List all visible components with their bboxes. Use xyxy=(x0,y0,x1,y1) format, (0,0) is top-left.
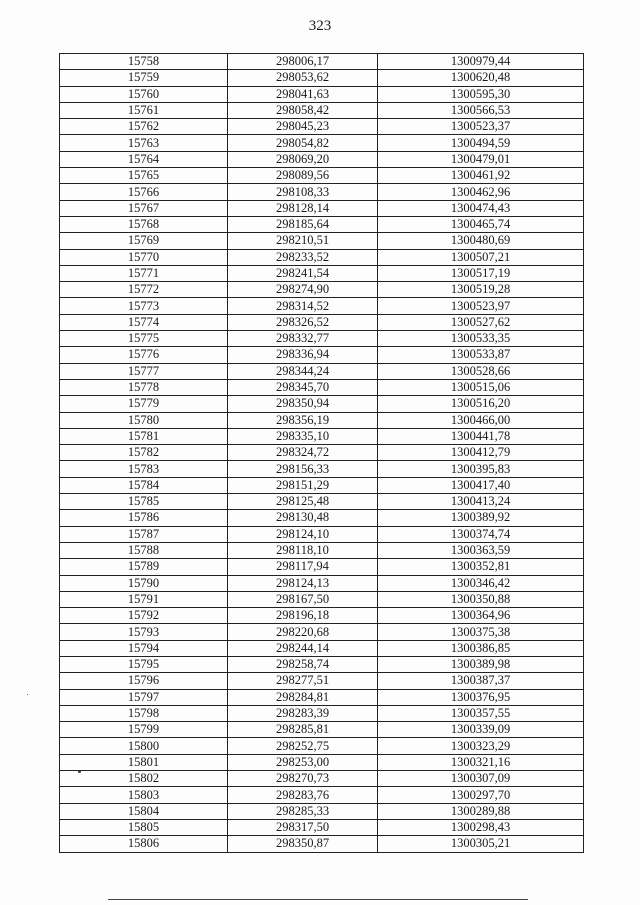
x-coordinate-cell: 298283,39 xyxy=(228,705,378,721)
table-row xyxy=(60,70,584,86)
point-number-cell: 15779 xyxy=(60,396,228,412)
point-number-cell: 15771 xyxy=(60,265,228,281)
table-row xyxy=(60,477,584,493)
x-coordinate-cell: 298108,33 xyxy=(228,184,378,200)
y-coordinate-cell: 1300386,85 xyxy=(378,640,584,656)
y-coordinate-cell: 1300533,87 xyxy=(378,347,584,363)
table-row xyxy=(60,233,584,249)
y-coordinate-cell: 1300494,59 xyxy=(378,135,584,151)
x-coordinate-cell: 298252,75 xyxy=(228,738,378,754)
point-number-cell: 15765 xyxy=(60,168,228,184)
table-row xyxy=(60,787,584,803)
x-coordinate-cell: 298314,52 xyxy=(228,298,378,314)
table-row xyxy=(60,542,584,558)
table-row xyxy=(60,54,584,70)
table-row xyxy=(60,494,584,510)
table-row xyxy=(60,428,584,444)
y-coordinate-cell: 1300321,16 xyxy=(378,754,584,770)
table-row xyxy=(60,559,584,575)
x-coordinate-cell: 298117,94 xyxy=(228,559,378,575)
table-row xyxy=(60,575,584,591)
table-row xyxy=(60,249,584,265)
table-row xyxy=(60,119,584,135)
point-number-cell: 15798 xyxy=(60,705,228,721)
x-coordinate-cell: 298220,68 xyxy=(228,624,378,640)
table-row xyxy=(60,722,584,738)
coordinates-table-body xyxy=(60,54,584,853)
table-row xyxy=(60,803,584,819)
scan-speck xyxy=(27,694,28,695)
point-number-cell: 15783 xyxy=(60,461,228,477)
table-row xyxy=(60,819,584,835)
point-number-cell: 15797 xyxy=(60,689,228,705)
point-number-cell: 15791 xyxy=(60,591,228,607)
x-coordinate-cell: 298124,10 xyxy=(228,526,378,542)
y-coordinate-cell: 1300307,09 xyxy=(378,771,584,787)
x-coordinate-cell: 298356,19 xyxy=(228,412,378,428)
table-row xyxy=(60,445,584,461)
x-coordinate-cell: 298336,94 xyxy=(228,347,378,363)
table-row xyxy=(60,86,584,102)
x-coordinate-cell: 298156,33 xyxy=(228,461,378,477)
table-row xyxy=(60,754,584,770)
x-coordinate-cell: 298285,81 xyxy=(228,722,378,738)
point-number-cell: 15795 xyxy=(60,656,228,672)
point-number-cell: 15767 xyxy=(60,200,228,216)
y-coordinate-cell: 1300374,74 xyxy=(378,526,584,542)
table-row xyxy=(60,510,584,526)
x-coordinate-cell: 298058,42 xyxy=(228,102,378,118)
table-row xyxy=(60,200,584,216)
table-row xyxy=(60,608,584,624)
x-coordinate-cell: 298350,87 xyxy=(228,836,378,852)
point-number-cell: 15759 xyxy=(60,70,228,86)
y-coordinate-cell: 1300479,01 xyxy=(378,151,584,167)
point-number-cell: 15780 xyxy=(60,412,228,428)
table-row xyxy=(60,102,584,118)
page-number: 323 xyxy=(308,18,332,34)
x-coordinate-cell: 298258,74 xyxy=(228,656,378,672)
x-coordinate-cell: 298041,63 xyxy=(228,86,378,102)
x-coordinate-cell: 298283,76 xyxy=(228,787,378,803)
x-coordinate-cell: 298274,90 xyxy=(228,282,378,298)
x-coordinate-cell: 298006,17 xyxy=(228,54,378,70)
x-coordinate-cell: 298317,50 xyxy=(228,819,378,835)
x-coordinate-cell: 298210,51 xyxy=(228,233,378,249)
point-number-cell: 15801 xyxy=(60,754,228,770)
table-row xyxy=(60,314,584,330)
x-coordinate-cell: 298277,51 xyxy=(228,673,378,689)
y-coordinate-cell: 1300350,88 xyxy=(378,591,584,607)
x-coordinate-cell: 298185,64 xyxy=(228,216,378,232)
point-number-cell: 15775 xyxy=(60,331,228,347)
x-coordinate-cell: 298233,52 xyxy=(228,249,378,265)
point-number-cell: 15790 xyxy=(60,575,228,591)
table-row xyxy=(60,412,584,428)
x-coordinate-cell: 298069,20 xyxy=(228,151,378,167)
x-coordinate-cell: 298054,82 xyxy=(228,135,378,151)
point-number-cell: 15769 xyxy=(60,233,228,249)
x-coordinate-cell: 298196,18 xyxy=(228,608,378,624)
y-coordinate-cell: 1300305,21 xyxy=(378,836,584,852)
x-coordinate-cell: 298118,10 xyxy=(228,542,378,558)
y-coordinate-cell: 1300466,00 xyxy=(378,412,584,428)
y-coordinate-cell: 1300297,70 xyxy=(378,787,584,803)
point-number-cell: 15760 xyxy=(60,86,228,102)
scan-speck xyxy=(78,770,81,773)
point-number-cell: 15792 xyxy=(60,608,228,624)
y-coordinate-cell: 1300389,92 xyxy=(378,510,584,526)
table-row xyxy=(60,396,584,412)
y-coordinate-cell: 1300298,43 xyxy=(378,819,584,835)
table-row xyxy=(60,331,584,347)
y-coordinate-cell: 1300339,09 xyxy=(378,722,584,738)
point-number-cell: 15803 xyxy=(60,787,228,803)
x-coordinate-cell: 298053,62 xyxy=(228,70,378,86)
x-coordinate-cell: 298151,29 xyxy=(228,477,378,493)
point-number-cell: 15802 xyxy=(60,771,228,787)
y-coordinate-cell: 1300417,40 xyxy=(378,477,584,493)
point-number-cell: 15800 xyxy=(60,738,228,754)
point-number-cell: 15764 xyxy=(60,151,228,167)
point-number-cell: 15804 xyxy=(60,803,228,819)
y-coordinate-cell: 1300413,24 xyxy=(378,494,584,510)
point-number-cell: 15785 xyxy=(60,494,228,510)
point-number-cell: 15762 xyxy=(60,119,228,135)
y-coordinate-cell: 1300346,42 xyxy=(378,575,584,591)
point-number-cell: 15776 xyxy=(60,347,228,363)
y-coordinate-cell: 1300519,28 xyxy=(378,282,584,298)
point-number-cell: 15773 xyxy=(60,298,228,314)
table-row xyxy=(60,168,584,184)
x-coordinate-cell: 298285,33 xyxy=(228,803,378,819)
x-coordinate-cell: 298124,13 xyxy=(228,575,378,591)
table-row xyxy=(60,135,584,151)
y-coordinate-cell: 1300363,59 xyxy=(378,542,584,558)
x-coordinate-cell: 298125,48 xyxy=(228,494,378,510)
y-coordinate-cell: 1300507,21 xyxy=(378,249,584,265)
table-row xyxy=(60,624,584,640)
table-row xyxy=(60,461,584,477)
x-coordinate-cell: 298326,52 xyxy=(228,314,378,330)
point-number-cell: 15774 xyxy=(60,314,228,330)
y-coordinate-cell: 1300533,35 xyxy=(378,331,584,347)
point-number-cell: 15766 xyxy=(60,184,228,200)
point-number-cell: 15782 xyxy=(60,445,228,461)
point-number-cell: 15777 xyxy=(60,363,228,379)
y-coordinate-cell: 1300375,38 xyxy=(378,624,584,640)
y-coordinate-cell: 1300289,88 xyxy=(378,803,584,819)
x-coordinate-cell: 298241,54 xyxy=(228,265,378,281)
x-coordinate-cell: 298130,48 xyxy=(228,510,378,526)
table-row xyxy=(60,282,584,298)
x-coordinate-cell: 298089,56 xyxy=(228,168,378,184)
x-coordinate-cell: 298350,94 xyxy=(228,396,378,412)
x-coordinate-cell: 298270,73 xyxy=(228,771,378,787)
y-coordinate-cell: 1300480,69 xyxy=(378,233,584,249)
point-number-cell: 15789 xyxy=(60,559,228,575)
y-coordinate-cell: 1300527,62 xyxy=(378,314,584,330)
y-coordinate-cell: 1300412,79 xyxy=(378,445,584,461)
y-coordinate-cell: 1300376,95 xyxy=(378,689,584,705)
y-coordinate-cell: 1300357,55 xyxy=(378,705,584,721)
table-row xyxy=(60,347,584,363)
table-row xyxy=(60,640,584,656)
x-coordinate-cell: 298128,14 xyxy=(228,200,378,216)
point-number-cell: 15796 xyxy=(60,673,228,689)
table-row xyxy=(60,656,584,672)
y-coordinate-cell: 1300515,06 xyxy=(378,379,584,395)
y-coordinate-cell: 1300323,29 xyxy=(378,738,584,754)
point-number-cell: 15794 xyxy=(60,640,228,656)
table-row xyxy=(60,673,584,689)
y-coordinate-cell: 1300352,81 xyxy=(378,559,584,575)
point-number-cell: 15806 xyxy=(60,836,228,852)
table-row xyxy=(60,705,584,721)
table-row xyxy=(60,363,584,379)
table-row xyxy=(60,184,584,200)
x-coordinate-cell: 298045,23 xyxy=(228,119,378,135)
y-coordinate-cell: 1300595,30 xyxy=(378,86,584,102)
y-coordinate-cell: 1300395,83 xyxy=(378,461,584,477)
bottom-rule xyxy=(108,899,528,900)
x-coordinate-cell: 298324,72 xyxy=(228,445,378,461)
table-row xyxy=(60,379,584,395)
table-row xyxy=(60,591,584,607)
table-row xyxy=(60,265,584,281)
coordinates-table xyxy=(59,53,584,853)
x-coordinate-cell: 298284,81 xyxy=(228,689,378,705)
point-number-cell: 15805 xyxy=(60,819,228,835)
point-number-cell: 15763 xyxy=(60,135,228,151)
y-coordinate-cell: 1300528,66 xyxy=(378,363,584,379)
x-coordinate-cell: 298335,10 xyxy=(228,428,378,444)
table-row xyxy=(60,689,584,705)
table-row xyxy=(60,298,584,314)
point-number-cell: 15786 xyxy=(60,510,228,526)
x-coordinate-cell: 298167,50 xyxy=(228,591,378,607)
y-coordinate-cell: 1300461,92 xyxy=(378,168,584,184)
y-coordinate-cell: 1300462,96 xyxy=(378,184,584,200)
point-number-cell: 15793 xyxy=(60,624,228,640)
point-number-cell: 15768 xyxy=(60,216,228,232)
x-coordinate-cell: 298332,77 xyxy=(228,331,378,347)
y-coordinate-cell: 1300523,97 xyxy=(378,298,584,314)
y-coordinate-cell: 1300465,74 xyxy=(378,216,584,232)
y-coordinate-cell: 1300620,48 xyxy=(378,70,584,86)
table-row xyxy=(60,216,584,232)
point-number-cell: 15788 xyxy=(60,542,228,558)
table-row xyxy=(60,738,584,754)
point-number-cell: 15781 xyxy=(60,428,228,444)
point-number-cell: 15758 xyxy=(60,54,228,70)
y-coordinate-cell: 1300516,20 xyxy=(378,396,584,412)
table-row xyxy=(60,526,584,542)
point-number-cell: 15784 xyxy=(60,477,228,493)
y-coordinate-cell: 1300566,53 xyxy=(378,102,584,118)
x-coordinate-cell: 298253,00 xyxy=(228,754,378,770)
point-number-cell: 15787 xyxy=(60,526,228,542)
table-row xyxy=(60,836,584,852)
y-coordinate-cell: 1300523,37 xyxy=(378,119,584,135)
y-coordinate-cell: 1300979,44 xyxy=(378,54,584,70)
point-number-cell: 15772 xyxy=(60,282,228,298)
x-coordinate-cell: 298345,70 xyxy=(228,379,378,395)
point-number-cell: 15770 xyxy=(60,249,228,265)
y-coordinate-cell: 1300364,96 xyxy=(378,608,584,624)
point-number-cell: 15799 xyxy=(60,722,228,738)
x-coordinate-cell: 298244,14 xyxy=(228,640,378,656)
y-coordinate-cell: 1300387,37 xyxy=(378,673,584,689)
y-coordinate-cell: 1300517,19 xyxy=(378,265,584,281)
x-coordinate-cell: 298344,24 xyxy=(228,363,378,379)
y-coordinate-cell: 1300474,43 xyxy=(378,200,584,216)
point-number-cell: 15778 xyxy=(60,379,228,395)
y-coordinate-cell: 1300389,98 xyxy=(378,656,584,672)
table-row xyxy=(60,771,584,787)
y-coordinate-cell: 1300441,78 xyxy=(378,428,584,444)
point-number-cell: 15761 xyxy=(60,102,228,118)
table-row xyxy=(60,151,584,167)
